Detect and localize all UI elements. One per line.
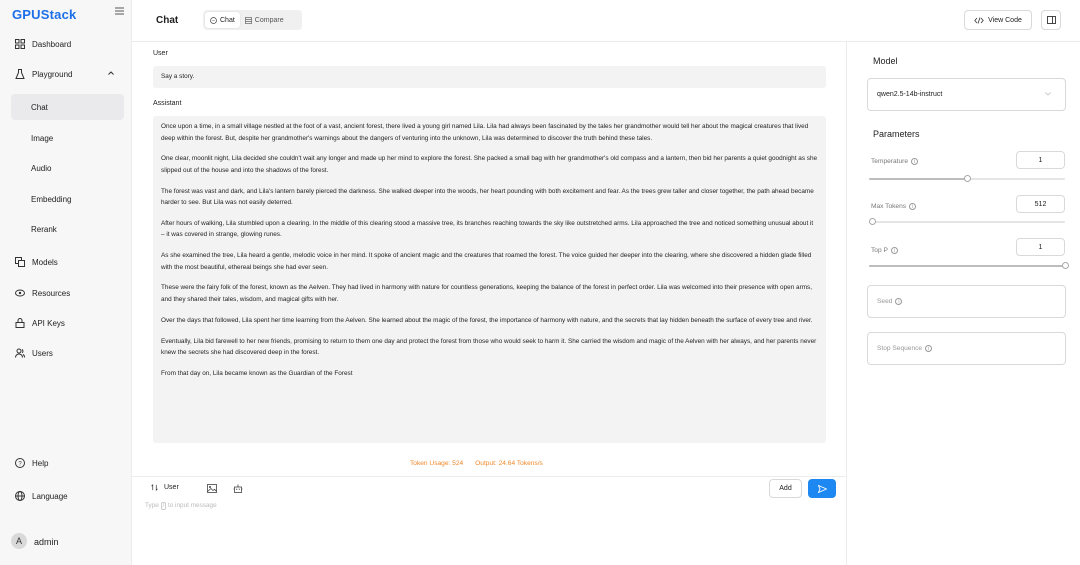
sidebar-panel-icon <box>1047 16 1056 24</box>
avatar[interactable]: A <box>11 533 27 549</box>
users-icon <box>14 347 26 359</box>
sidebar <box>0 0 132 565</box>
sidebar-item-label: Help <box>32 458 49 468</box>
assistant-paragraph: Once upon a time, in a small village nestled at the foot of a vast, ancient forest, there lived a young girl named Lila. Lila had always been fascinated by the tales her grandmother would tell her about the magical creatures that lived deep within the forest. But, despite her grandmother's warnings about the dangers of venturing into the unknown, Lila was determined to discover the truth behind these tales. <box>161 123 809 142</box>
info-icon[interactable]: i <box>895 298 902 305</box>
parameters-title: Parameters <box>873 129 920 139</box>
code-icon <box>974 17 984 24</box>
sidebar-item-chat[interactable] <box>11 94 124 120</box>
sidebar-item-label: Audio <box>31 163 52 173</box>
message-input[interactable]: Type / to input message <box>145 502 217 509</box>
max-tokens-input[interactable]: 512 <box>1016 195 1065 213</box>
sidebar-item-dashboard[interactable] <box>11 31 124 57</box>
sidebar-item-api-keys[interactable] <box>11 310 124 336</box>
mode-switch <box>203 10 302 30</box>
sidebar-item-help[interactable] <box>11 450 124 476</box>
sidebar-item-label: Rerank <box>31 224 57 234</box>
sidebar-item-label: Resources <box>32 288 71 298</box>
token-usage: Token Usage: 524 <box>410 460 464 467</box>
header <box>132 0 1080 42</box>
sidebar-item-playground[interactable] <box>11 61 124 87</box>
sidebar-item-label: Embedding <box>31 194 72 204</box>
sidebar-item-label: Chat <box>31 102 48 112</box>
dashboard-icon <box>14 38 26 50</box>
resources-icon <box>14 287 26 299</box>
sidebar-item-label: Dashboard <box>32 39 72 49</box>
toggle-panel-button[interactable] <box>1041 10 1061 30</box>
assistant-message[interactable] <box>153 116 826 443</box>
view-code-label: View Code <box>988 16 1022 24</box>
sidebar-item-label: Users <box>32 348 53 358</box>
sidebar-item-users[interactable] <box>11 340 124 366</box>
info-icon[interactable]: i <box>891 247 898 254</box>
chevron-down-icon <box>1045 91 1051 98</box>
model-value: qwen2.5-14b-instruct <box>877 91 943 98</box>
send-icon <box>818 485 827 493</box>
swap-icon <box>151 484 158 491</box>
temperature-label: Temperature i <box>871 158 918 165</box>
settings-panel <box>846 42 1080 565</box>
help-icon <box>14 457 26 469</box>
model-select[interactable] <box>867 78 1066 111</box>
temperature-input[interactable]: 1 <box>1016 151 1065 169</box>
stop-sequence-field[interactable]: Stop Sequence i <box>867 332 1066 365</box>
sidebar-item-language[interactable] <box>11 483 124 509</box>
add-message-button[interactable]: Add <box>769 479 802 498</box>
tab-label: Compare <box>254 16 284 24</box>
send-button[interactable] <box>808 479 836 498</box>
compare-icon <box>245 17 252 24</box>
assistant-paragraph: The forest was vast and dark, and Lila's lantern barely pierced the darkness. She walked deeper into the woods, her heart pounding with both excitement and fear. As the trees grew taller and closer together, the path ahead became harder to see. But Lila was not easily deterred. <box>161 187 814 207</box>
role-label: User <box>164 484 179 491</box>
assistant-role-label[interactable]: Assistant <box>153 100 182 107</box>
sidebar-item-label: Image <box>31 133 54 143</box>
user-role-label[interactable]: User <box>153 50 168 57</box>
top-p-input[interactable]: 1 <box>1016 238 1065 256</box>
top-p-slider[interactable] <box>869 264 1065 268</box>
sidebar-item-label: Models <box>32 257 58 267</box>
model-title: Model <box>873 56 898 66</box>
system-prompt-icon[interactable] <box>233 484 243 495</box>
slider-handle[interactable] <box>1062 262 1069 269</box>
tab-compare[interactable] <box>240 12 289 28</box>
role-switch[interactable] <box>151 484 179 491</box>
assistant-paragraph: After hours of walking, Lila stumbled upon a clearing. In the middle of this clearing stood a massive tree, its branches reaching towards the sky like outstretched arms. Lila approached the tree and noticed something unusual about it – it was covered in strange, glowing runes. <box>161 219 814 239</box>
models-icon <box>14 256 26 268</box>
sidebar-item-models[interactable] <box>11 249 124 275</box>
menu-icon <box>115 7 124 15</box>
chat-bubble-icon <box>210 17 217 24</box>
sidebar-item-label: API Keys <box>32 318 65 328</box>
chevron-up-icon <box>108 70 114 77</box>
seed-field[interactable]: Seed i <box>867 285 1066 318</box>
max-tokens-slider[interactable] <box>869 220 1065 224</box>
assistant-paragraph: One clear, moonlit night, Lila decided she couldn't wait any longer and made up her mind to explore the forest. She packed a small bag with her grandmother's old compass and a lantern, then bid her parents a quiet goodnight as she slipped out of the house and into the shadows of the forest. <box>161 155 818 174</box>
assistant-paragraph: These were the fairy folk of the forest, known as the Aelven. They had lived in harmony with nature for countless generations, keeping the balance of the forest in perfect order. Lila was welcomed into their presence with open arms, and they shared their tales, wisdom, and magical gifts with her. <box>161 284 813 303</box>
assistant-paragraph: As she examined the tree, Lila heard a gentle, melodic voice in her mind. It spoke of ancient magic and the creatures that roamed the forest. The voice guided her deeper into the clearing, where she discovered a hidden glade filled with the most beautiful, ethereal beings she had ever seen. <box>161 252 812 271</box>
slider-handle[interactable] <box>869 218 876 225</box>
user-message[interactable]: Say a story. <box>153 66 826 88</box>
app-logo[interactable]: GPUStack <box>12 7 77 22</box>
output-speed: Output: 24.64 Tokens/s <box>475 460 543 467</box>
composer-divider <box>132 476 846 477</box>
user-name[interactable]: admin <box>34 537 59 547</box>
sidebar-item-audio[interactable] <box>11 155 124 181</box>
shortcut-key: / <box>162 503 165 509</box>
max-tokens-label: Max Tokens i <box>871 203 916 210</box>
info-icon[interactable]: i <box>911 158 918 165</box>
top-p-label: Top P i <box>871 247 898 254</box>
info-icon[interactable]: i <box>925 345 932 352</box>
sidebar-item-label: Playground <box>32 69 73 79</box>
image-upload-icon[interactable] <box>207 484 217 495</box>
sidebar-item-label: Language <box>32 491 68 501</box>
page-title: Chat <box>156 15 179 26</box>
assistant-paragraph: Over the days that followed, Lila spent her time learning from the Aelven. She learned about the magic of the forest, the importance of harmony with nature, and the secrets that lay hidden beneath the surface of every tree and river. <box>161 316 813 324</box>
sidebar-item-image[interactable] <box>11 125 124 151</box>
collapse-sidebar-button[interactable] <box>113 7 125 17</box>
globe-icon <box>14 490 26 502</box>
svg-text:?: ? <box>18 461 22 468</box>
slider-handle[interactable] <box>964 175 971 182</box>
sidebar-item-rerank[interactable] <box>11 216 124 242</box>
view-code-button[interactable] <box>964 10 1032 30</box>
sidebar-item-embedding[interactable] <box>11 186 124 212</box>
assistant-paragraph: Eventually, Lila bid farewell to her new friends, promising to return to them one day and protect the forest from those who would seek to harm it. She carried the wisdom and magic of the Aelven with her always, and her parents never knew the secrets she had discovered deep in the forest. <box>161 337 817 357</box>
temperature-slider[interactable] <box>869 177 1065 181</box>
assistant-paragraph: From that day on, Lila became known as the Guardian of the Forest <box>161 369 353 377</box>
tab-chat[interactable] <box>205 12 240 28</box>
flask-icon <box>14 68 26 80</box>
lock-icon <box>14 317 26 329</box>
tab-label: Chat <box>220 16 235 24</box>
token-usage-info <box>410 460 555 467</box>
sidebar-item-resources[interactable] <box>11 280 124 306</box>
info-icon[interactable]: i <box>909 203 916 210</box>
